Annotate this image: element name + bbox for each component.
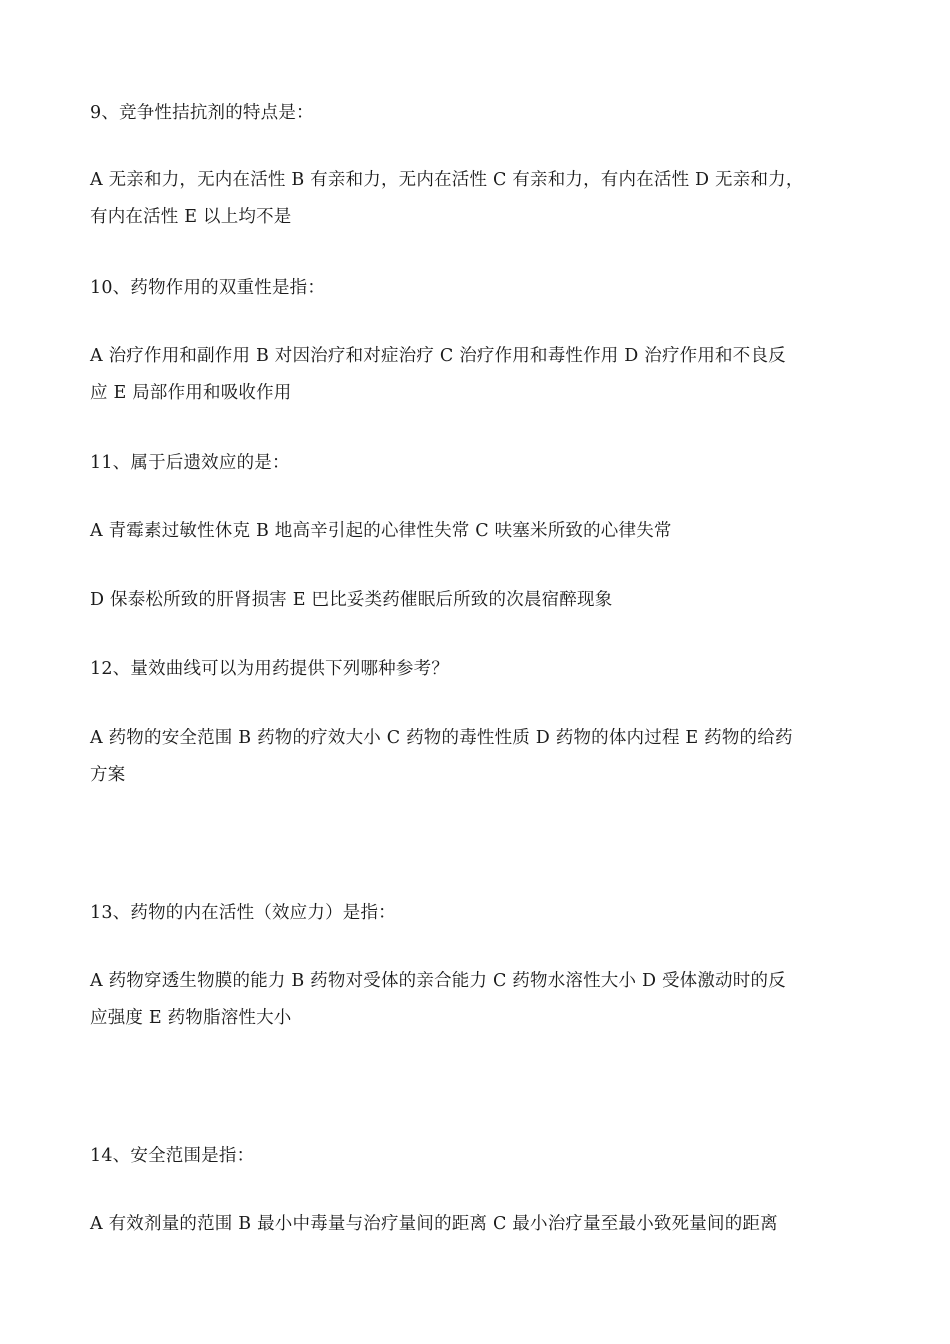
question-10-options-line-1: A 治疗作用和副作用 B 对因治疗和对症治疗 C 治疗作用和毒性作用 D 治疗作用和不良反 — [90, 346, 786, 366]
question-12-title: 12、量效曲线可以为用药提供下列哪种参考？ — [90, 659, 449, 679]
question-11-title: 11、属于后遗效应的是： — [90, 453, 290, 473]
question-10-title: 10、药物作用的双重性是指： — [90, 278, 326, 298]
question-11-options-line-1: A 青霉素过敏性休克 B 地高辛引起的心律性失常 C 呋塞米所致的心律失常 — [90, 521, 672, 541]
question-13-options-line-1: A 药物穿透生物膜的能力 B 药物对受体的亲合能力 C 药物水溶性大小 D 受体激动时的反 — [90, 971, 786, 991]
question-10-options-line-2: 应 E 局部作用和吸收作用 — [90, 383, 292, 403]
question-9-options-line-1: A 无亲和力，无内在活性 B 有亲和力，无内在活性 C 有亲和力，有内在活性 D 无亲和力， — [90, 170, 804, 190]
question-14-options-line-1: A 有效剂量的范围 B 最小中毒量与治疗量间的距离 C 最小治疗量至最小致死量间的距离 — [90, 1214, 778, 1234]
question-12-options-line-1: A 药物的安全范围 B 药物的疗效大小 C 药物的毒性性质 D 药物的体内过程 E 药物的给药 — [90, 728, 793, 748]
question-13-options-line-2: 应强度 E 药物脂溶性大小 — [90, 1008, 292, 1028]
question-14-title: 14、安全范围是指： — [90, 1146, 255, 1166]
question-9-options-line-2: 有内在活性 E 以上均不是 — [90, 207, 292, 227]
question-13-title: 13、药物的内在活性（效应力）是指： — [90, 903, 396, 923]
question-12-options-line-2: 方案 — [90, 765, 126, 785]
question-11-options-line-2: D 保泰松所致的肝肾损害 E 巴比妥类药催眠后所致的次晨宿醉现象 — [90, 590, 613, 610]
question-9-title: 9、竞争性拮抗剂的特点是： — [90, 103, 314, 123]
